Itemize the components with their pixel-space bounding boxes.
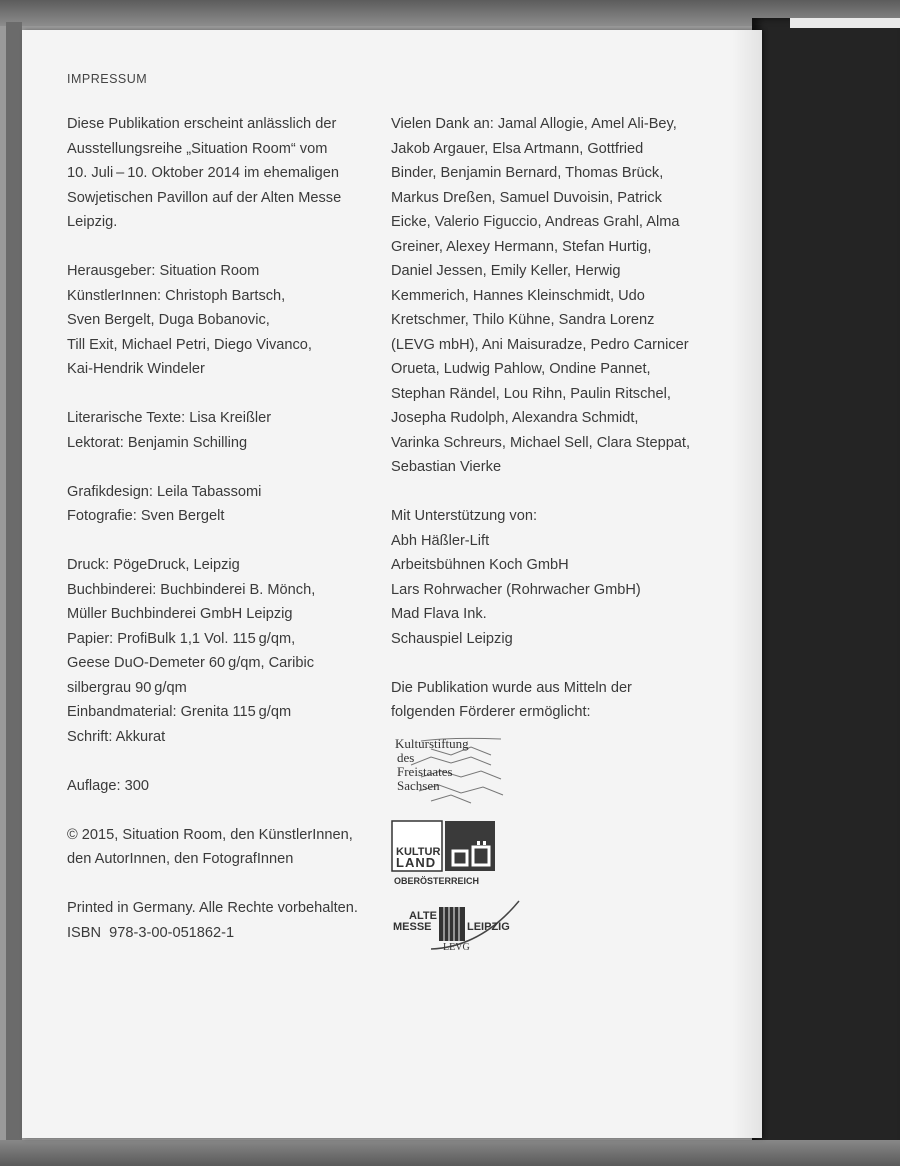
text-line: Lars Rohrwacher (Rohrwacher GmbH) [391,581,641,598]
text-line: Druck: PögeDruck, Leipzig [67,557,240,573]
text-line: Vielen Dank an: Jamal Allogie, Amel Ali-Bey, [391,116,677,132]
edition-paragraph [67,774,387,799]
text-line: Auflage: 300 [67,777,149,794]
text-line: Fotografie: Sven Bergelt [67,508,225,524]
text-line: Greiner, Alexey Hermann, Stefan Hurtig, [391,238,652,255]
alte-messe-leipzig-logo [391,897,531,957]
logo-text: des [397,749,415,765]
text-line: Schauspiel Leipzig [391,630,513,647]
texts-paragraph [67,406,387,455]
support-paragraph [391,504,721,651]
logo-text: Freistaates [397,763,453,779]
production-paragraph [67,553,387,749]
text-line: folgenden Förderer ermöglicht: [391,704,591,720]
intro-paragraph [67,112,387,235]
scan-background-bottom [0,1140,900,1166]
logo-text: LEIPZIG [467,920,510,933]
text-line: Jakob Argauer, Elsa Artmann, Gottfried [391,140,644,157]
text-line: Josepha Rudolph, Alexandra Schmidt, [391,410,639,426]
text-line: Sowjetischen Pavillon auf der Alten Messe [67,189,342,206]
text-line: Abh Häßler-Lift [391,532,490,549]
text-line: Mad Flava Ink. [391,606,487,622]
text-line: Eicke, Valerio Figuccio, Andreas Grahl, Alma [391,214,680,230]
text-line: Müller Buchbinderei GmbH Leipzig [67,606,293,622]
text-line: 10. Juli – 10. Oktober 2014 im ehemaligen [67,165,339,181]
text-line: Mit Unterstützung von: [391,508,538,524]
text-line: Grafikdesign: Leila Tabassomi [67,483,262,500]
text-line: Schrift: Akkurat [67,728,166,745]
logo-text: Sachsen [397,777,440,793]
text-line: KünstlerInnen: Christoph Bartsch, [67,287,286,304]
funding-paragraph [391,676,721,725]
text-line: Kai-Hendrik Windeler [67,361,205,377]
cover-edge-highlight [790,18,900,28]
rights-paragraph [67,896,387,945]
text-line: Literarische Texte: Lisa Kreißler [67,410,272,426]
text-line: Arbeitsbühnen Koch GmbH [391,557,569,573]
text-line: Ausstellungsreihe „Situation Room“ vom [67,140,328,157]
text-line: silbergrau 90 g/qm [67,679,187,696]
book-board-left [6,22,22,1142]
right-column [391,112,721,957]
logo-text: ALTE [409,909,437,922]
text-line: (LEVG mbH), Ani Maisuradze, Pedro Carnicer [391,336,689,353]
text-line: Till Exit, Michael Petri, Diego Vivanco, [67,336,312,353]
design-paragraph [67,480,387,529]
left-column [67,112,387,970]
text-line: © 2015, Situation Room, den KünstlerInnen, [67,826,353,843]
isbn-line: ISBN 978-3-00-051862-1 [67,924,235,941]
text-line: Diese Publikation erscheint anlässlich der [67,116,337,132]
logo-text: MESSE [393,920,432,933]
page-heading: IMPRESSUM [67,72,148,86]
book-cover-right [752,18,900,1166]
logo-text: LAND [396,854,437,870]
logo-text: OBERÖSTERREICH [394,875,480,886]
text-line: Daniel Jessen, Emily Keller, Herwig [391,263,621,279]
text-line: Binder, Benjamin Bernard, Thomas Brück, [391,165,664,181]
text-line: Lektorat: Benjamin Schilling [67,434,248,451]
copyright-paragraph [67,823,387,872]
text-line: Geese DuO-Demeter 60 g/qm, Caribic [67,655,315,671]
text-line: Kretschmer, Thilo Kühne, Sandra Lorenz [391,312,655,328]
text-line: Printed in Germany. Alle Rechte vorbehalten. [67,900,358,916]
text-line: Sebastian Vierke [391,459,502,475]
kulturstiftung-sachsen-logo [391,735,511,807]
text-line: Orueta, Ludwig Pahlow, Ondine Pannet, [391,361,651,377]
book-page [22,30,762,1138]
text-line: Markus Dreßen, Samuel Duvoisin, Patrick [391,189,662,206]
kulturland-logo [391,817,503,887]
text-line: Die Publikation wurde aus Mitteln der [391,679,632,696]
text-line: Stephan Rändel, Lou Rihn, Paulin Ritschel, [391,385,671,402]
logo-text: LEVG [443,941,470,953]
text-line: Einbandmaterial: Grenita 115 g/qm [67,704,292,720]
text-line: Buchbinderei: Buchbinderei B. Mönch, [67,581,316,598]
logo-text: KULTUR [396,845,441,858]
publisher-paragraph [67,259,387,382]
text-line: den AutorInnen, den FotografInnen [67,851,294,867]
text-line: Varinka Schreurs, Michael Sell, Clara Steppat, [391,434,691,451]
sponsor-logos [391,735,721,957]
text-line: Papier: ProfiBulk 1,1 Vol. 115 g/qm, [67,630,296,647]
thanks-paragraph [391,112,721,480]
text-line: Kemmerich, Hannes Kleinschmidt, Udo [391,287,645,304]
text-line: Leipzig. [67,214,118,230]
text-line: Sven Bergelt, Duga Bobanovic, [67,312,270,328]
logo-text: Kulturstiftung [395,735,469,751]
text-line: Herausgeber: Situation Room [67,263,260,279]
